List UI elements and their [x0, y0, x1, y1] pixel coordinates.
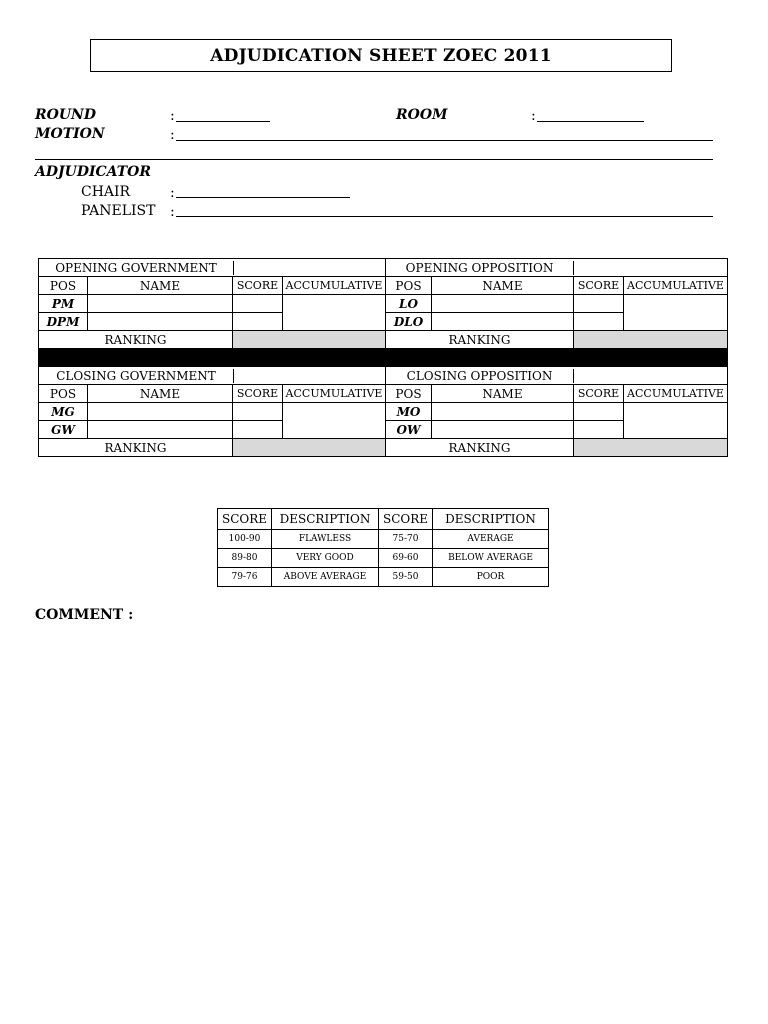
cg-ranking-cell[interactable]: [233, 439, 386, 457]
score-legend-table: [217, 508, 549, 587]
og-accumulative-header: ACCUMULATIVE: [283, 277, 386, 295]
cg-pos-1: MG: [39, 403, 88, 421]
og-team-name: OPENING GOVERNMENT: [39, 261, 234, 275]
og-name-header: NAME: [88, 277, 233, 295]
comment-label: COMMENT :: [35, 607, 134, 623]
motion-field[interactable]: [176, 140, 713, 141]
co-name-2-cell[interactable]: [432, 421, 574, 439]
legend-score: 75-70: [379, 530, 433, 549]
cg-accumulative-cell[interactable]: [283, 403, 386, 439]
legend-description-header-2: DESCRIPTION: [433, 509, 549, 530]
co-ranking-label: RANKING: [386, 439, 574, 457]
oo-ranking-cell[interactable]: [574, 331, 728, 349]
legend-description: POOR: [433, 568, 549, 587]
motion-colon: :: [170, 127, 175, 143]
oo-name-header: NAME: [432, 277, 574, 295]
legend-score: 69-60: [379, 549, 433, 568]
scoring-table: [38, 258, 728, 457]
round-colon: :: [170, 108, 175, 124]
co-team-empty: [574, 369, 727, 383]
cg-score-header: SCORE: [233, 385, 283, 403]
co-pos-1: MO: [386, 403, 432, 421]
co-score-header: SCORE: [574, 385, 624, 403]
legend-description: VERY GOOD: [272, 549, 379, 568]
co-accumulative-cell[interactable]: [624, 403, 728, 439]
adjudicator-label: ADJUDICATOR: [35, 164, 152, 180]
chair-label: CHAIR: [81, 184, 131, 200]
oo-team-empty: [574, 261, 727, 275]
og-accumulative-cell[interactable]: [283, 295, 386, 331]
panelist-label: PANELIST: [81, 203, 156, 219]
cg-name-1-cell[interactable]: [88, 403, 233, 421]
co-header-cell: [386, 367, 728, 385]
legend-description: BELOW AVERAGE: [433, 549, 549, 568]
cg-accumulative-header: ACCUMULATIVE: [283, 385, 386, 403]
cg-score-1-cell[interactable]: [233, 403, 283, 421]
legend-score: 89-80: [218, 549, 272, 568]
cg-pos-2: GW: [39, 421, 88, 439]
cg-team-empty: [234, 369, 385, 383]
cg-score-2-cell[interactable]: [233, 421, 283, 439]
og-team-empty: [234, 261, 385, 275]
og-name-2-cell[interactable]: [88, 313, 233, 331]
round-label: ROUND: [35, 107, 96, 123]
oo-accumulative-header: ACCUMULATIVE: [624, 277, 728, 295]
og-score-1-cell[interactable]: [233, 295, 283, 313]
legend-description: ABOVE AVERAGE: [272, 568, 379, 587]
panelist-colon: :: [170, 204, 175, 220]
oo-pos-header: POS: [386, 277, 432, 295]
legend-description: AVERAGE: [433, 530, 549, 549]
og-ranking-cell[interactable]: [233, 331, 386, 349]
sheet-title: ADJUDICATION SHEET ZOEC 2011: [90, 39, 672, 72]
legend-score: 100-90: [218, 530, 272, 549]
motion-field-line-2[interactable]: [35, 159, 713, 160]
round-field[interactable]: [176, 121, 270, 122]
co-pos-2: OW: [386, 421, 432, 439]
og-score-2-cell[interactable]: [233, 313, 283, 331]
room-label: ROOM: [396, 107, 448, 123]
oo-name-1-cell[interactable]: [432, 295, 574, 313]
og-pos-header: POS: [39, 277, 88, 295]
motion-label: MOTION: [35, 126, 105, 142]
separator-bar: [39, 349, 728, 367]
chair-field[interactable]: [176, 197, 350, 198]
cg-pos-header: POS: [39, 385, 88, 403]
co-name-header: NAME: [432, 385, 574, 403]
oo-header-cell: [386, 259, 728, 277]
cg-header-cell: [39, 367, 386, 385]
legend-score-header-2: SCORE: [379, 509, 433, 530]
og-score-header: SCORE: [233, 277, 283, 295]
cg-name-header: NAME: [88, 385, 233, 403]
co-team-name: CLOSING OPPOSITION: [386, 369, 574, 383]
co-score-1-cell[interactable]: [574, 403, 624, 421]
oo-name-2-cell[interactable]: [432, 313, 574, 331]
og-pos-2: DPM: [39, 313, 88, 331]
legend-score-header-1: SCORE: [218, 509, 272, 530]
legend-description-header-1: DESCRIPTION: [272, 509, 379, 530]
og-name-1-cell[interactable]: [88, 295, 233, 313]
cg-ranking-label: RANKING: [39, 439, 233, 457]
room-field[interactable]: [537, 121, 644, 122]
og-pos-1: PM: [39, 295, 88, 313]
og-header-cell: [39, 259, 386, 277]
co-ranking-cell[interactable]: [574, 439, 728, 457]
co-pos-header: POS: [386, 385, 432, 403]
chair-colon: :: [170, 185, 175, 201]
legend-description: FLAWLESS: [272, 530, 379, 549]
oo-pos-1: LO: [386, 295, 432, 313]
oo-score-header: SCORE: [574, 277, 624, 295]
co-accumulative-header: ACCUMULATIVE: [624, 385, 728, 403]
legend-score: 59-50: [379, 568, 433, 587]
og-ranking-label: RANKING: [39, 331, 233, 349]
co-name-1-cell[interactable]: [432, 403, 574, 421]
oo-score-2-cell[interactable]: [574, 313, 624, 331]
oo-accumulative-cell[interactable]: [624, 295, 728, 331]
oo-ranking-label: RANKING: [386, 331, 574, 349]
panelist-field[interactable]: [176, 216, 713, 217]
room-colon: :: [531, 108, 536, 124]
oo-score-1-cell[interactable]: [574, 295, 624, 313]
oo-team-name: OPENING OPPOSITION: [386, 261, 574, 275]
legend-score: 79-76: [218, 568, 272, 587]
co-score-2-cell[interactable]: [574, 421, 624, 439]
oo-pos-2: DLO: [386, 313, 432, 331]
cg-team-name: CLOSING GOVERNMENT: [39, 369, 234, 383]
cg-name-2-cell[interactable]: [88, 421, 233, 439]
